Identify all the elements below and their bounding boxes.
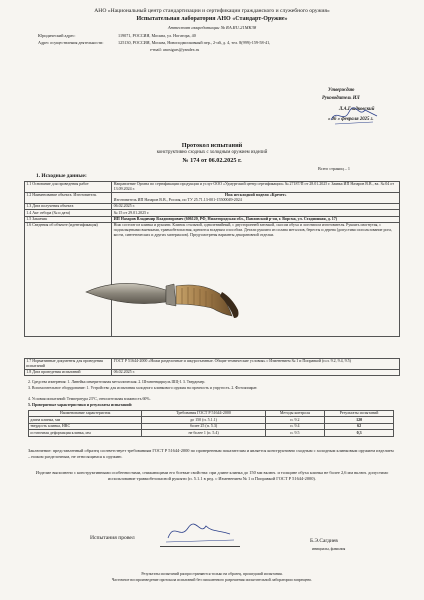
protocol-title: Протокол испытаний — [181, 142, 243, 149]
accreditation: Аттестат аккредитации № RA.RU.21MK38 — [167, 25, 257, 30]
cell: 120 — [325, 417, 394, 423]
row-label: 1.6 Сведения об объекте (идентификация) — [25, 223, 112, 337]
row-value: ГОСТ Р 51644-2000 «Ножи разделочные и шкуросъемные. Общие технические условия» с Изменением № 1 и Поправкой (п.п. 9.2, 9.4, 9.5) — [112, 359, 400, 370]
row-label: 1.7 Нормативные документы для проведения испытаний — [25, 359, 112, 370]
table-row — [29, 430, 394, 436]
actual-address-value: 125130, РОССИЯ, Москва, Новоподмосковный пер., 2-ой, д. 4, тел. 8(999)-159-58-41, — [118, 40, 271, 45]
results-title: 5. Проверяемые характеристики и результаты испытаний: — [28, 403, 133, 407]
cell: длина клинка, мм — [29, 417, 142, 423]
tester-signature — [160, 518, 240, 546]
row-value: Направление Органа по сертификации продукции и услуг ООО «Удмуртский центр сертификации» № 27187/П от 28.01.2025 г. Заявка ИП Назаров В.В., вх. № 04 от 13.09.2024 г. — [112, 182, 400, 193]
column-header: Методы контроля — [265, 411, 324, 417]
approval-head: Руководитель ИЛ — [322, 96, 360, 101]
row-value: 06.02.2025 г. — [112, 369, 400, 375]
row-label: 1.4 Акт отбора (№ и дата) — [25, 210, 112, 216]
standards-table — [24, 358, 400, 376]
tester-label: Испытания провел — [90, 535, 135, 541]
cell: не более 1 (п. 5.4) — [142, 430, 265, 436]
test-conditions: 4. Условия испытаний: Температура 23°С, относительная влажность 60%. — [28, 397, 151, 401]
row-value: Нож состоит из клинка и рукояти. Клинок стальной, однолезвийный, с двусторонней заточкой, скосом обуха и логотипом изготовителя. Рукоять изогнутая, с подпальцевыми выемками, травмобезопасная, крепится всадным способом. Детали рукояти из сплава металлов, бересты и дерева (допустимо использование рога, кости, синтетических и других материалов). Предусмотрены варианты декоративной отделки. — [112, 223, 400, 337]
measurement-means: 2. Средства измерения: 1. Линейка измерительная металлическая. 2. Штангенциркуль ШЦ-I. 3. Твердомер. — [28, 380, 206, 384]
knife-photo — [82, 258, 244, 338]
cell: п. 9.5 — [265, 430, 324, 436]
cell: твердость клинка, HRC — [29, 423, 142, 429]
row-value — [112, 192, 400, 203]
email: e-mail: anostgars@yandex.ru — [150, 47, 200, 52]
tester-name: Б.Э.Сагдиев — [310, 538, 338, 544]
object-name: Нож несклодной модели «Кречет» — [224, 192, 287, 198]
cell: более 25 (п. 5.3) — [142, 423, 265, 429]
results-table — [28, 410, 394, 437]
org-name: АНО «Национальный центр стандартизации и сертификации гражданского и служебного оружия» — [94, 8, 330, 14]
signature-line — [160, 546, 240, 547]
row-label: 1.2 Наименование объекта. Изготовитель — [25, 192, 112, 203]
legal-address-label: Юридический адрес: — [38, 33, 76, 38]
column-header: Результаты испытаний — [325, 411, 394, 417]
row-value: ИП Назаров Владимир Владимирович (606120, РФ, Нижегородская обл., Павловский р-он, г. Ворсма, ул. Стадионная, д. 17) — [112, 216, 400, 222]
cell: п. 9.2 — [265, 417, 324, 423]
approval-name: Л.А.Гладковский — [339, 107, 375, 112]
conclusion: Заключение: представленный образец соответствует требованиям ГОСТ Р 51644-2000 по проверенным показателям и является конструктивно сходным с холодным клинковым оружием изделием – ножом разделочным, не относящимся к оружию. — [28, 448, 394, 459]
row-label: 1.3 Дата получения объекта — [25, 203, 112, 209]
manufacturer: Изготовитель ИП Назаров В.В., Россия, по ТУ 25.71.13-001-15500049-2024 — [113, 196, 242, 202]
cell: п. 9.4 — [265, 423, 324, 429]
approval-signature — [325, 100, 385, 130]
footer-line-2: Частичное воспроизведение протокола испытаний без письменного разрешения испытательной лаборатории запрещено. — [111, 578, 313, 582]
approval-date: « 06 » февраля 2025 г. — [328, 117, 374, 122]
column-header: Требования ГОСТ Р 51644-2000 — [142, 411, 265, 417]
column-header: Наименование характеристик — [29, 411, 142, 417]
protocol-subtitle: конструктивно сходных с холодным оружием изделий — [156, 150, 268, 155]
table-row — [25, 369, 400, 375]
footer-line-1: Результаты испытаний распространяются только на образец, прошедший испытания. — [141, 572, 283, 576]
legal-address-value: 119071, РОССИЯ, Москва, ул. Ногатора, 40 — [118, 33, 196, 38]
conclusion-note: Изделие выполнено с конструктивными особенностями, снижающими его боевые свойства: при длине клинка до 150 мм включ. и толщине обуха клинка не более 2,6 мм включ. допустимо использование травмобезопасной рукояти (п. 5.1.1 в ред. с Изменением № 1 и Поправкой ГОСТ Р 51644-2000). — [35, 470, 389, 481]
protocol-number: № 174 от 06.02.2025 г. — [182, 157, 242, 164]
actual-address-label: Адрес осуществления деятельности: — [38, 40, 104, 45]
row-label: 1.1 Основание для проведения работ — [25, 182, 112, 193]
cell: остаточная деформация клинка, мм — [29, 430, 142, 436]
row-value: 06.02.2025 г. — [112, 203, 400, 209]
cell: 62 — [325, 423, 394, 429]
page-count: Всего страниц – 1 — [318, 166, 351, 171]
table-row — [25, 182, 400, 193]
auxiliary-equipment: 3. Вспомогательное оборудование: 1. Устройство для испытания холодного клинкового оружия на прочность и упругость. 2. Фотоаппарат. — [28, 386, 258, 390]
row-label: 1.5 Заказчик — [25, 216, 112, 222]
table-row — [25, 192, 400, 203]
table-row — [25, 359, 400, 370]
row-value: № 15 от 29.01.2025 г. — [112, 210, 400, 216]
approval-title: Утверждаю — [328, 88, 355, 93]
cell: до 150 (п. 5.1.1) — [142, 417, 265, 423]
row-label: 1.8 Дата проведения испытаний — [25, 369, 112, 375]
section-title: 1. Исходные данные: — [36, 173, 87, 179]
lab-name: Испытательная лаборатория АНО «Стандарт-Оружие» — [136, 16, 288, 22]
tester-name-caption: инициалы, фамилия — [312, 547, 346, 551]
cell: 0,3 — [325, 430, 394, 436]
